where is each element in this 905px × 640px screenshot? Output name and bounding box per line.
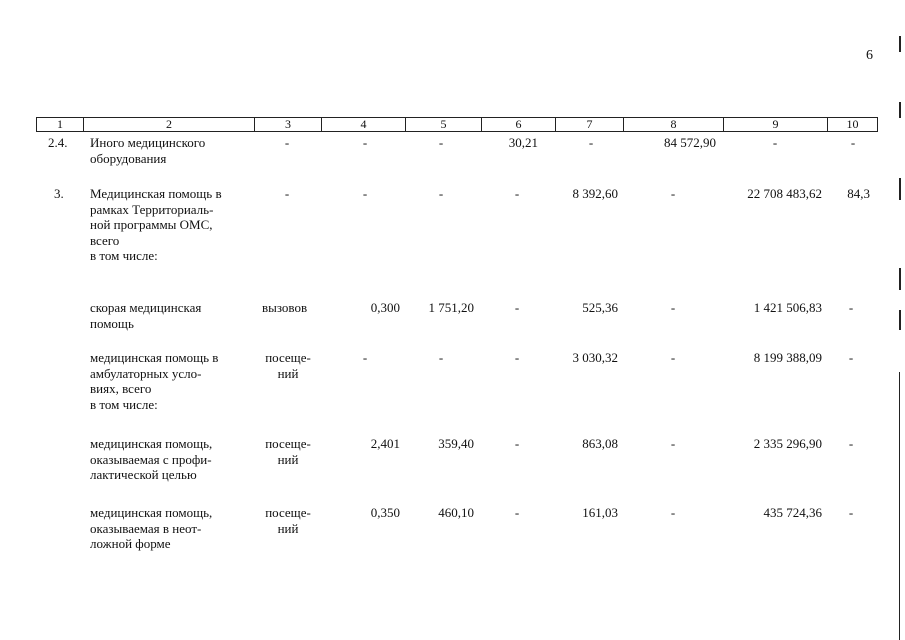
cell-value: 1 751,20 [428, 300, 474, 315]
cell-value: - [362, 350, 368, 365]
cell-unit: вызовов [262, 300, 308, 315]
cell-value: - [362, 135, 368, 150]
column-header: 7 [555, 118, 623, 131]
scan-mark [899, 178, 901, 200]
cell-value: 863,08 [582, 436, 618, 451]
cell-value: - [514, 186, 520, 201]
cell-value: 0,300 [370, 300, 400, 315]
row-description: Иного медицинского оборудования [90, 135, 206, 166]
row-description: медицинская помощь, оказываемая с профи- лактической целью [90, 436, 213, 482]
cell-value: 2 335 296,90 [753, 436, 822, 451]
cell-value: 435 724,36 [763, 505, 822, 520]
cell-value: - [848, 300, 854, 315]
cell-value: - [438, 135, 444, 150]
cell-unit: посеще- ний [265, 350, 311, 381]
row-description: скорая медицинская помощь [90, 300, 202, 331]
row-description: медицинская помощь в амбулаторных усло- виях, всего в том числе: [90, 350, 219, 412]
cell-value: 1 421 506,83 [753, 300, 822, 315]
cell-value: 22 708 483,62 [747, 186, 822, 201]
row-number: 3. [54, 186, 64, 201]
scan-mark [899, 102, 901, 118]
cell-unit: - [284, 135, 290, 150]
cell-value: 359,40 [438, 436, 474, 451]
cell-unit: посеще- ний [265, 436, 311, 467]
cell-unit: - [284, 186, 290, 201]
column-header: 6 [481, 118, 555, 131]
cell-value: - [588, 135, 594, 150]
cell-value: - [850, 135, 856, 150]
cell-value: 30,21 [508, 135, 538, 150]
cell-value: - [438, 350, 444, 365]
cell-value: - [514, 436, 520, 451]
scan-mark [899, 268, 901, 290]
cell-value: - [514, 350, 520, 365]
cell-value: 460,10 [438, 505, 474, 520]
column-header: 2 [83, 118, 254, 131]
cell-value: 84,3 [847, 186, 870, 201]
cell-value: - [670, 350, 676, 365]
cell-value: - [670, 300, 676, 315]
cell-value: - [670, 186, 676, 201]
scan-mark [899, 310, 901, 330]
cell-value: 161,03 [582, 505, 618, 520]
page-number: 6 [866, 48, 873, 63]
cell-value: - [848, 436, 854, 451]
column-header: 1 [57, 117, 63, 131]
cell-value: 84 572,90 [664, 135, 716, 150]
cell-value: - [848, 350, 854, 365]
row-description: Медицинская помощь в рамках Территориаль- ной программы ОМС, всего в том числе: [90, 186, 222, 263]
cell-value: 8 392,60 [572, 186, 618, 201]
cell-value: - [438, 186, 444, 201]
cell-value: 0,350 [370, 505, 400, 520]
column-header: 3 [254, 118, 321, 131]
row-number: 2.4. [48, 135, 68, 150]
cell-value: - [772, 135, 778, 150]
column-header: 5 [405, 118, 481, 131]
cell-value: 525,36 [582, 300, 618, 315]
cell-value: - [514, 505, 520, 520]
cell-value: - [362, 186, 368, 201]
column-number-header [36, 117, 878, 132]
column-header: 10 [827, 118, 877, 131]
cell-value: 3 030,32 [572, 350, 618, 365]
column-header: 9 [723, 118, 827, 131]
scan-mark [899, 36, 901, 52]
row-description: медицинская помощь, оказываемая в неот- ложной форме [90, 505, 213, 551]
cell-value: - [848, 505, 854, 520]
cell-value: 2,401 [370, 436, 400, 451]
cell-value: 8 199 388,09 [753, 350, 822, 365]
cell-unit: посеще- ний [265, 505, 311, 536]
cell-value: - [670, 436, 676, 451]
column-header: 4 [321, 118, 405, 131]
cell-value: - [670, 505, 676, 520]
column-header: 8 [623, 118, 723, 131]
cell-value: - [514, 300, 520, 315]
scan-mark [899, 372, 900, 640]
